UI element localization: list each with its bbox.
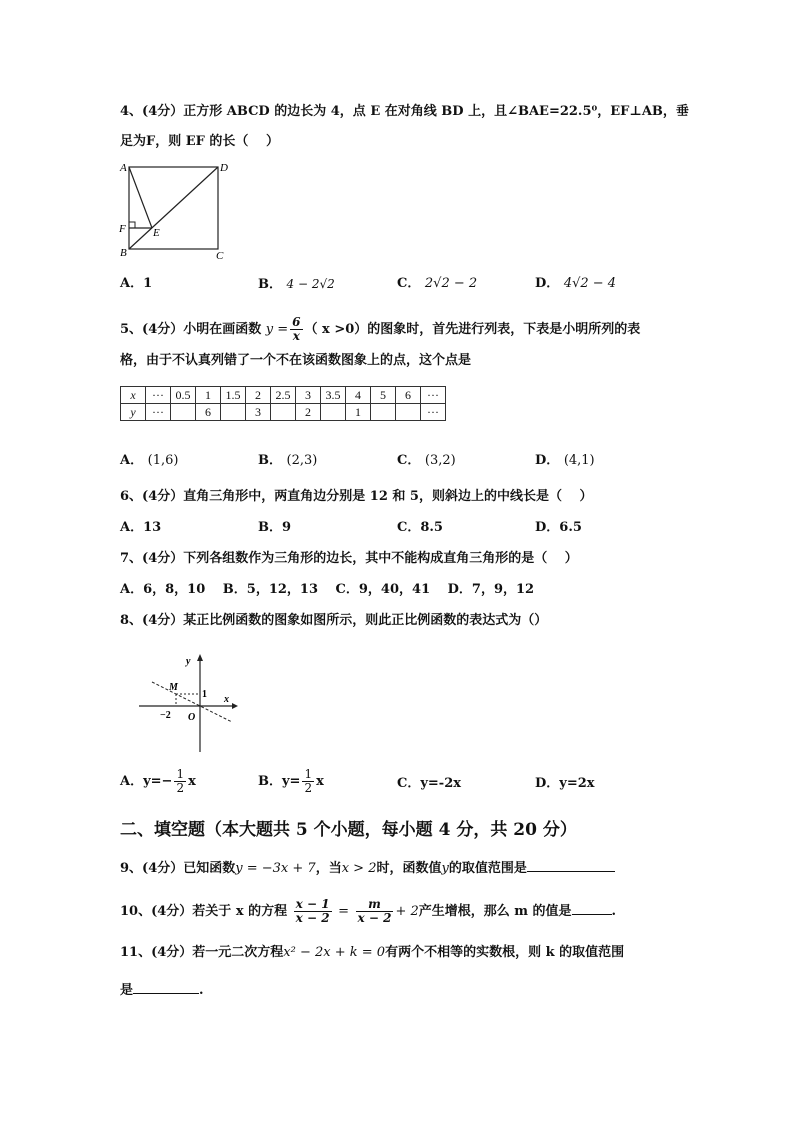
q4-option-b: B． 4 − 2√2 [258,277,335,292]
table-row-x [121,387,446,404]
table-x-cell: ··· [146,387,171,404]
q5-option-c: C． (3,2) [397,453,456,468]
table-x-cell: 6 [396,387,421,404]
q4-option-b-value: 4 − 2√2 [286,277,335,291]
q10-rhs-fraction: $\frac{m}{x - 2}$ [357,897,392,925]
table-y-cell [396,404,421,421]
label-c: C [216,250,224,262]
table-y-cell [371,404,396,421]
q6-option-a: A．13 [120,520,162,535]
table-y-cell: 1 [346,404,371,421]
q6-option-c: C．8.5 [397,520,443,535]
q8-option-a: A．y=− $\frac{1}{2}$ x [120,767,196,795]
table-y-cell: 2 [296,404,321,421]
q8-option-c: C．y=-2x [397,776,461,791]
q7-text: 7、(4分）下列各组数作为三角形的边长，其中不能构成直角三角形的是（ ） [120,551,578,566]
q5-option-d: D． (4,1) [535,453,595,468]
q6-text: 6、(4分）直角三角形中，两直角边分别是 12 和 5，则斜边上的中线长是（ ） [120,489,593,504]
table-x-cell: 1.5 [221,387,246,404]
label-one: 1 [202,689,207,700]
diagonal-bd [129,167,218,249]
section-heading-fill-in: 二、填空题（本大题共 5 个小题，每小题 4 分，共 20 分） [120,820,577,840]
table-x-cell: 0.5 [171,387,196,404]
q5-func-fraction: $\frac{6}{x}$ [292,315,301,343]
table-y-cell [221,404,246,421]
table-y-cell: 6 [196,404,221,421]
q4-option-d-value: 4√2 − 4 [563,276,617,291]
right-angle-mark [129,222,135,228]
q6-option-b: B．9 [258,520,292,535]
segment-ae [129,167,152,228]
q7-options: A．6，8，10 B．5，12，13 C．9，40，41 D．7，9，12 [120,582,535,597]
table-y-cell: 3 [246,404,271,421]
q9-text: 9、(4分）已知函数y = −3x + 7，当x > 2时，函数值y的取值范围是 [120,858,615,878]
q9-function: y = −3x + 7 [235,861,316,876]
q4-text-line1: 4、(4分）正方形 ABCD 的边长为 4，点 E 在对角线 BD 上，且∠BAE=22.5⁰，EF⊥AB，垂 [120,104,689,119]
q4-option-c: C． 2√2 − 2 [397,276,478,291]
q4-option-a: A．1 [120,276,153,291]
table-x-cell: 4 [346,387,371,404]
table-x-cell: ··· [421,387,446,404]
table-y-cell: y [121,404,146,421]
q8-figure-graph [134,652,244,756]
label-neg-two: −2 [160,710,171,721]
label-origin: O [188,712,196,723]
q10-text: 10、(4分）若关于 x 的方程 $\frac{x - 1}{x - 2}$ = $\frac{m}{x - 2}$ + 2产生增根，那么 m 的值是 . [120,897,617,925]
q5-text-line2: 格，由于不认真列错了一个不在该函数图象上的点，这个点是 [120,353,472,368]
table-y-cell: ··· [146,404,171,421]
label-x: x [224,694,229,705]
table-x-cell: 2 [246,387,271,404]
label-b: B [120,247,127,259]
table-row-y [121,404,446,421]
q9-answer-blank[interactable] [527,858,615,872]
q5-func-lhs: y = [265,322,289,337]
y-axis-arrow-icon [197,654,203,661]
q8-option-b: B．y= $\frac{1}{2}$ x [258,767,324,795]
table-y-cell [321,404,346,421]
q10-answer-blank[interactable] [572,901,612,915]
table-y-cell [171,404,196,421]
q4-text-line2: 足为F，则 EF 的长（ ） [120,134,279,149]
table-y-cell [271,404,296,421]
q8-option-d: D．y=2x [535,776,595,791]
table-x-cell: 3 [296,387,321,404]
table-x-cell: 5 [371,387,396,404]
label-e: E [153,227,160,239]
q11-text-line1: 11、(4分）若一元二次方程x² − 2x + k = 0有两个不相等的实数根，则 k 的取值范围 [120,945,625,960]
q5-value-table [120,386,446,421]
q4-option-d: D． 4√2 − 4 [535,276,617,291]
table-x-cell: x [121,387,146,404]
q8-text: 8、(4分）某正比例函数的图象如图所示，则此正比例函数的表达式为（） [120,613,548,628]
label-y: y [186,656,191,667]
table-x-cell: 2.5 [271,387,296,404]
label-d: D [220,162,228,174]
x-axis-arrow-icon [232,703,238,709]
q4-option-c-value: 2√2 − 2 [424,276,478,291]
table-x-cell: 1 [196,387,221,404]
q5-option-a: A． (1,6) [120,453,179,468]
q4-figure-square [112,158,242,262]
q5-text-line1: 5、(4分）小明在画函数 y = $\frac{6}{x}$ （ x >0）的图象时，首先进行列表，下表是小明所列的表 [120,315,641,343]
q11-answer-blank[interactable] [133,980,199,994]
label-m: M [169,682,178,693]
table-y-cell: ··· [421,404,446,421]
label-a: A [120,162,127,174]
q11-text-line2: 是 . [120,980,204,1000]
label-f: F [119,223,126,235]
q10-lhs-fraction: $\frac{x - 1}{x - 2}$ [295,897,330,925]
q6-option-d: D．6.5 [535,520,582,535]
table-x-cell: 3.5 [321,387,346,404]
q11-equation: x² − 2x + k = 0 [283,945,386,960]
q5-option-b: B． (2,3) [258,453,318,468]
